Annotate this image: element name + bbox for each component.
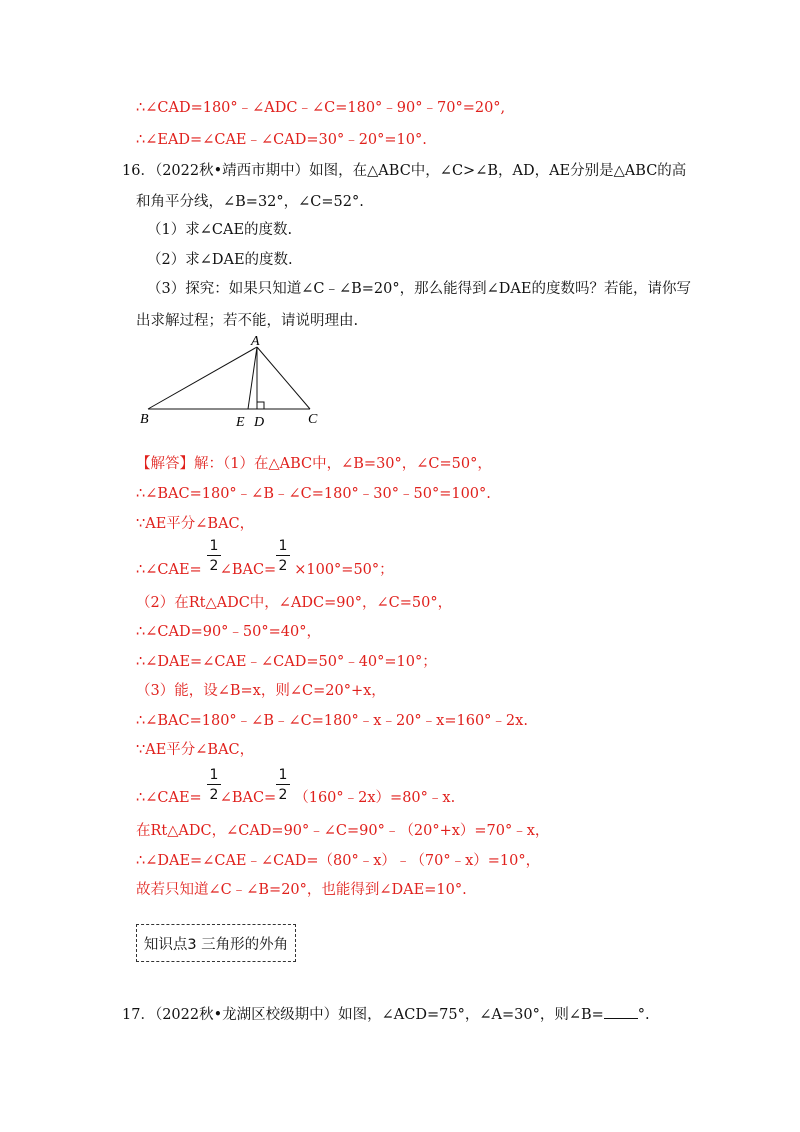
side-ab: [148, 347, 257, 409]
answer-tag: 【解答】: [136, 456, 194, 472]
bisector-ae: [248, 347, 257, 409]
answer-line4: ∴∠CAE= ∠BAC= ×100°=50°；: [136, 562, 394, 578]
answer-line10: ∵AE平分∠BAC，: [136, 742, 255, 758]
answer-line2: ∴∠BAC=180°﹣∠B﹣∠C=180°﹣30°﹣50°=100°.: [136, 486, 491, 502]
answer-line8: （3）能，设∠B=x，则∠C=20°+x，: [136, 683, 386, 699]
answer-line11: ∴∠CAE= ∠BAC= （160°﹣2x）=80°﹣x.: [136, 790, 456, 806]
answer-line5: （2）在Rt△ADC中，∠ADC=90°，∠C=50°，: [136, 595, 453, 611]
label-c: C: [308, 412, 318, 427]
answer-line7: ∴∠DAE=∠CAE﹣∠CAD=50°﹣40°=10°；: [136, 654, 437, 670]
fraction-one-half: 1 2: [276, 767, 290, 803]
answer-line6: ∴∠CAD=90°﹣50°=40°，: [136, 624, 321, 640]
answer-line3: ∵AE平分∠BAC，: [136, 516, 255, 532]
answer-line13: ∴∠DAE=∠CAE﹣∠CAD=（80°﹣x）﹣（70°﹣x）=10°，: [136, 853, 541, 869]
fraction-one-half: 1 2: [207, 538, 221, 574]
answer-line9: ∴∠BAC=180°﹣∠B﹣∠C=180°﹣x﹣20°﹣x=160°﹣2x.: [136, 713, 528, 729]
label-b: B: [140, 412, 149, 427]
side-ac: [257, 347, 310, 409]
triangle-figure: [130, 330, 330, 430]
question-16-part3a: （3）探究：如果只知道∠C﹣∠B=20°，那么能得到∠DAE的度数吗？若能，请你写: [147, 281, 691, 297]
knowledge-point-box: 知识点3 三角形的外角: [136, 924, 296, 962]
question-16-part1: （1）求∠CAE的度数.: [147, 222, 293, 238]
solution-line: ∴∠CAD=180°﹣∠ADC﹣∠C=180°﹣90°﹣70°=20°,: [136, 100, 506, 116]
answer-line12: 在Rt△ADC，∠CAD=90°﹣∠C=90°﹣（20°+x）=70°﹣x，: [136, 823, 550, 839]
answer-line14: 故若只知道∠C﹣∠B=20°，也能得到∠DAE=10°.: [136, 882, 467, 898]
answer-blank[interactable]: [604, 1004, 638, 1019]
fraction-one-half: 1 2: [207, 767, 221, 803]
solution-line: ∴∠EAD=∠CAE﹣∠CAD=30°﹣20°=10°.: [136, 132, 427, 148]
right-angle-mark: [257, 402, 264, 409]
question-16-part2: （2）求∠DAE的度数.: [147, 252, 293, 268]
question-17: 17．（2022秋•龙湖区校级期中）如图，∠ACD=75°，∠A=30°，则∠B= °.: [122, 1004, 650, 1025]
label-e: E: [236, 415, 245, 430]
fraction-one-half: 1 2: [276, 538, 290, 574]
question-16-line2: 和角平分线，∠B=32°，∠C=52°.: [136, 194, 364, 210]
question-16-part3b: 出求解过程；若不能，请说明理由.: [136, 313, 359, 329]
question-16-line1: 16．（2022秋•靖西市期中）如图，在△ABC中，∠C>∠B，AD，AE分别是△ABC的高: [122, 163, 687, 179]
label-a: A: [251, 334, 260, 349]
label-d: D: [254, 415, 265, 430]
answer-line1: 【解答】解：（1）在△ABC中，∠B=30°，∠C=50°，: [136, 456, 492, 472]
